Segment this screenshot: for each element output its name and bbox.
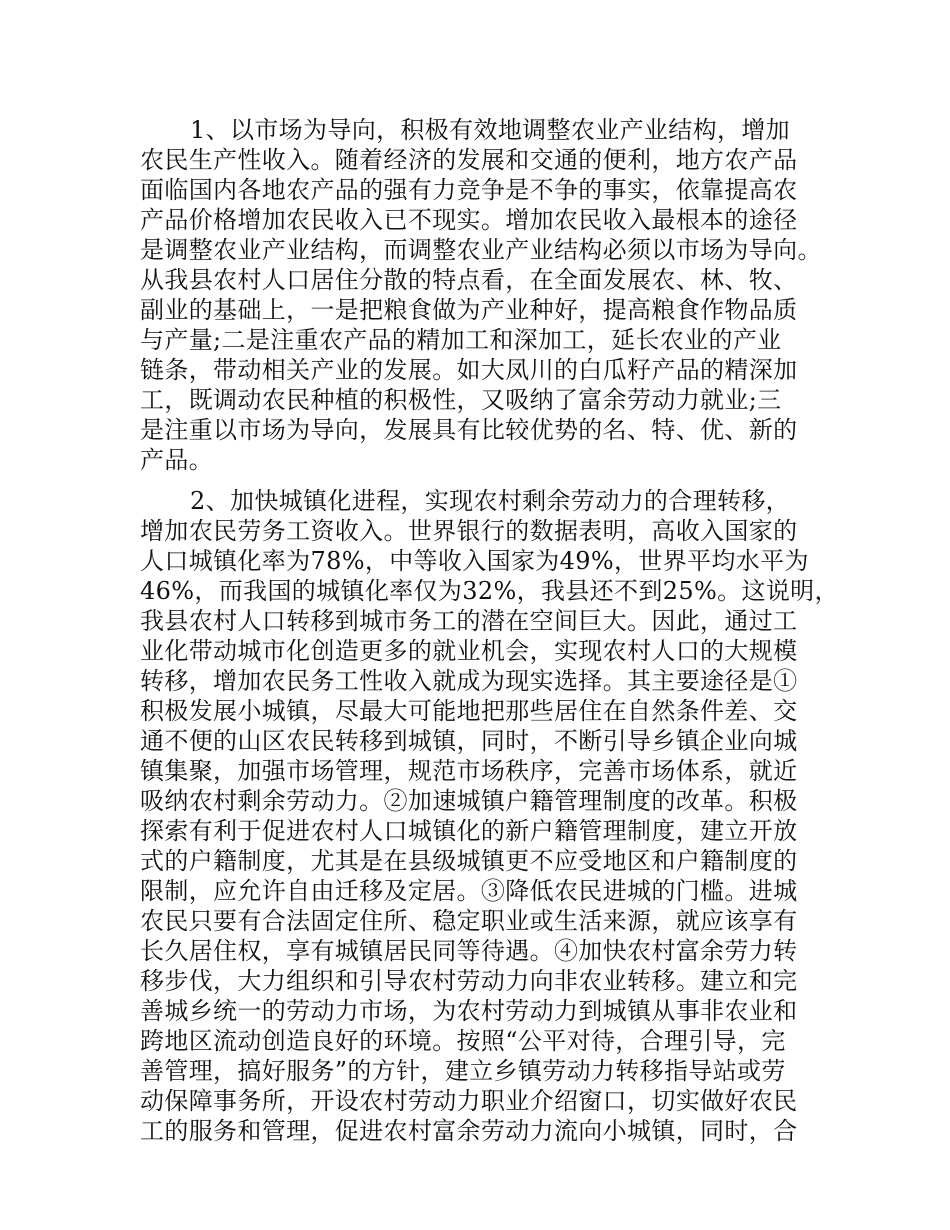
paragraph-line: 链条，带动相关产业的发展。如大凤川的白瓜籽产品的精深加 <box>140 356 798 384</box>
paragraph-line: 1、以市场为导向，积极有效地调整农业产业结构，增加 <box>190 116 791 144</box>
paragraph-line: 跨地区流动创造良好的环境。按照“公平对待，合理引导，完 <box>140 1027 786 1055</box>
paragraph-line: 是调整农业产业结构，而调整农业产业结构必须以市场为导向。 <box>140 236 822 264</box>
paragraph-line: 增加农民劳务工资收入。世界银行的数据表明，高收入国家的 <box>140 517 798 545</box>
paragraph-line: 从我县农村人口居住分散的特点看，在全面发展农、林、牧、 <box>140 266 798 294</box>
paragraph-line: 46%，而我国的城镇化率仅为32%，我县还不到25%。这说明， <box>140 577 839 605</box>
paragraph-line: 善城乡统一的劳动力市场，为农村劳动力到城镇从事非农业和 <box>140 997 798 1025</box>
paragraph-line: 积极发展小城镇，尽最大可能地把那些居住在自然条件差、交 <box>140 697 798 725</box>
paragraph-line: 人口城镇化率为78%，中等收入国家为49%，世界平均水平为 <box>140 547 809 575</box>
paragraph-line: 通不便的山区农民转移到城镇，同时，不断引导乡镇企业向城 <box>140 727 798 755</box>
paragraph-line: 长久居住权，享有城镇居民同等待遇。④加快农村富余劳力转 <box>140 937 798 965</box>
paragraph-line: 镇集聚，加强市场管理，规范市场秩序，完善市场体系，就近 <box>140 757 798 785</box>
paragraph-line: 业化带动城市化创造更多的就业机会，实现农村人口的大规模 <box>140 637 798 665</box>
paragraph-line: 产品。 <box>140 446 214 474</box>
paragraph-line: 我县农村人口转移到城市务工的潜在空间巨大。因此，通过工 <box>140 607 798 635</box>
paragraph-line: 吸纳农村剩余劳动力。②加速城镇户籍管理制度的改革。积极 <box>140 787 798 815</box>
paragraph-line: 与产量;二是注重农产品的精加工和深加工，延长农业的产业 <box>140 326 782 354</box>
paragraph-line: 是注重以市场为导向，发展具有比较优势的名、特、优、新的 <box>140 416 798 444</box>
paragraph-line: 2、加快城镇化进程，实现农村剩余劳动力的合理转移， <box>190 487 791 515</box>
paragraph-line: 农民生产性收入。随着经济的发展和交通的便利，地方农产品 <box>140 146 798 174</box>
paragraph-line: 工的服务和管理，促进农村富余劳动力流向小城镇，同时，合 <box>140 1117 798 1145</box>
paragraph-line: 限制，应允许自由迁移及定居。③降低农民进城的门槛。进城 <box>140 877 798 905</box>
paragraph-line: 面临国内各地农产品的强有力竞争是不争的事实，依靠提高农 <box>140 176 798 204</box>
paragraph-line: 移步伐，大力组织和引导农村劳动力向非农业转移。建立和完 <box>140 967 798 995</box>
paragraph-line: 转移，增加农民务工性收入就成为现实选择。其主要途径是① <box>140 667 798 695</box>
paragraph-line: 产品价格增加农民收入已不现实。增加农民收入最根本的途径 <box>140 206 798 234</box>
paragraph-line: 农民只要有合法固定住所、稳定职业或生活来源，就应该享有 <box>140 907 798 935</box>
paragraph-line: 动保障事务所，开设农村劳动力职业介绍窗口，切实做好农民 <box>140 1087 798 1115</box>
paragraph-line: 探索有利于促进农村人口城镇化的新户籍管理制度，建立开放 <box>140 817 798 845</box>
paragraph-line: 副业的基础上，一是把粮食做为产业种好，提高粮食作物品质 <box>140 296 798 324</box>
paragraph-line: 式的户籍制度，尤其是在县级城镇更不应受地区和户籍制度的 <box>140 847 798 875</box>
paragraph-line: 善管理，搞好服务”的方针，建立乡镇劳动力转移指导站或劳 <box>140 1057 786 1085</box>
paragraph-line: 工，既调动农民种植的积极性，又吸纳了富余劳动力就业;三 <box>140 386 782 414</box>
